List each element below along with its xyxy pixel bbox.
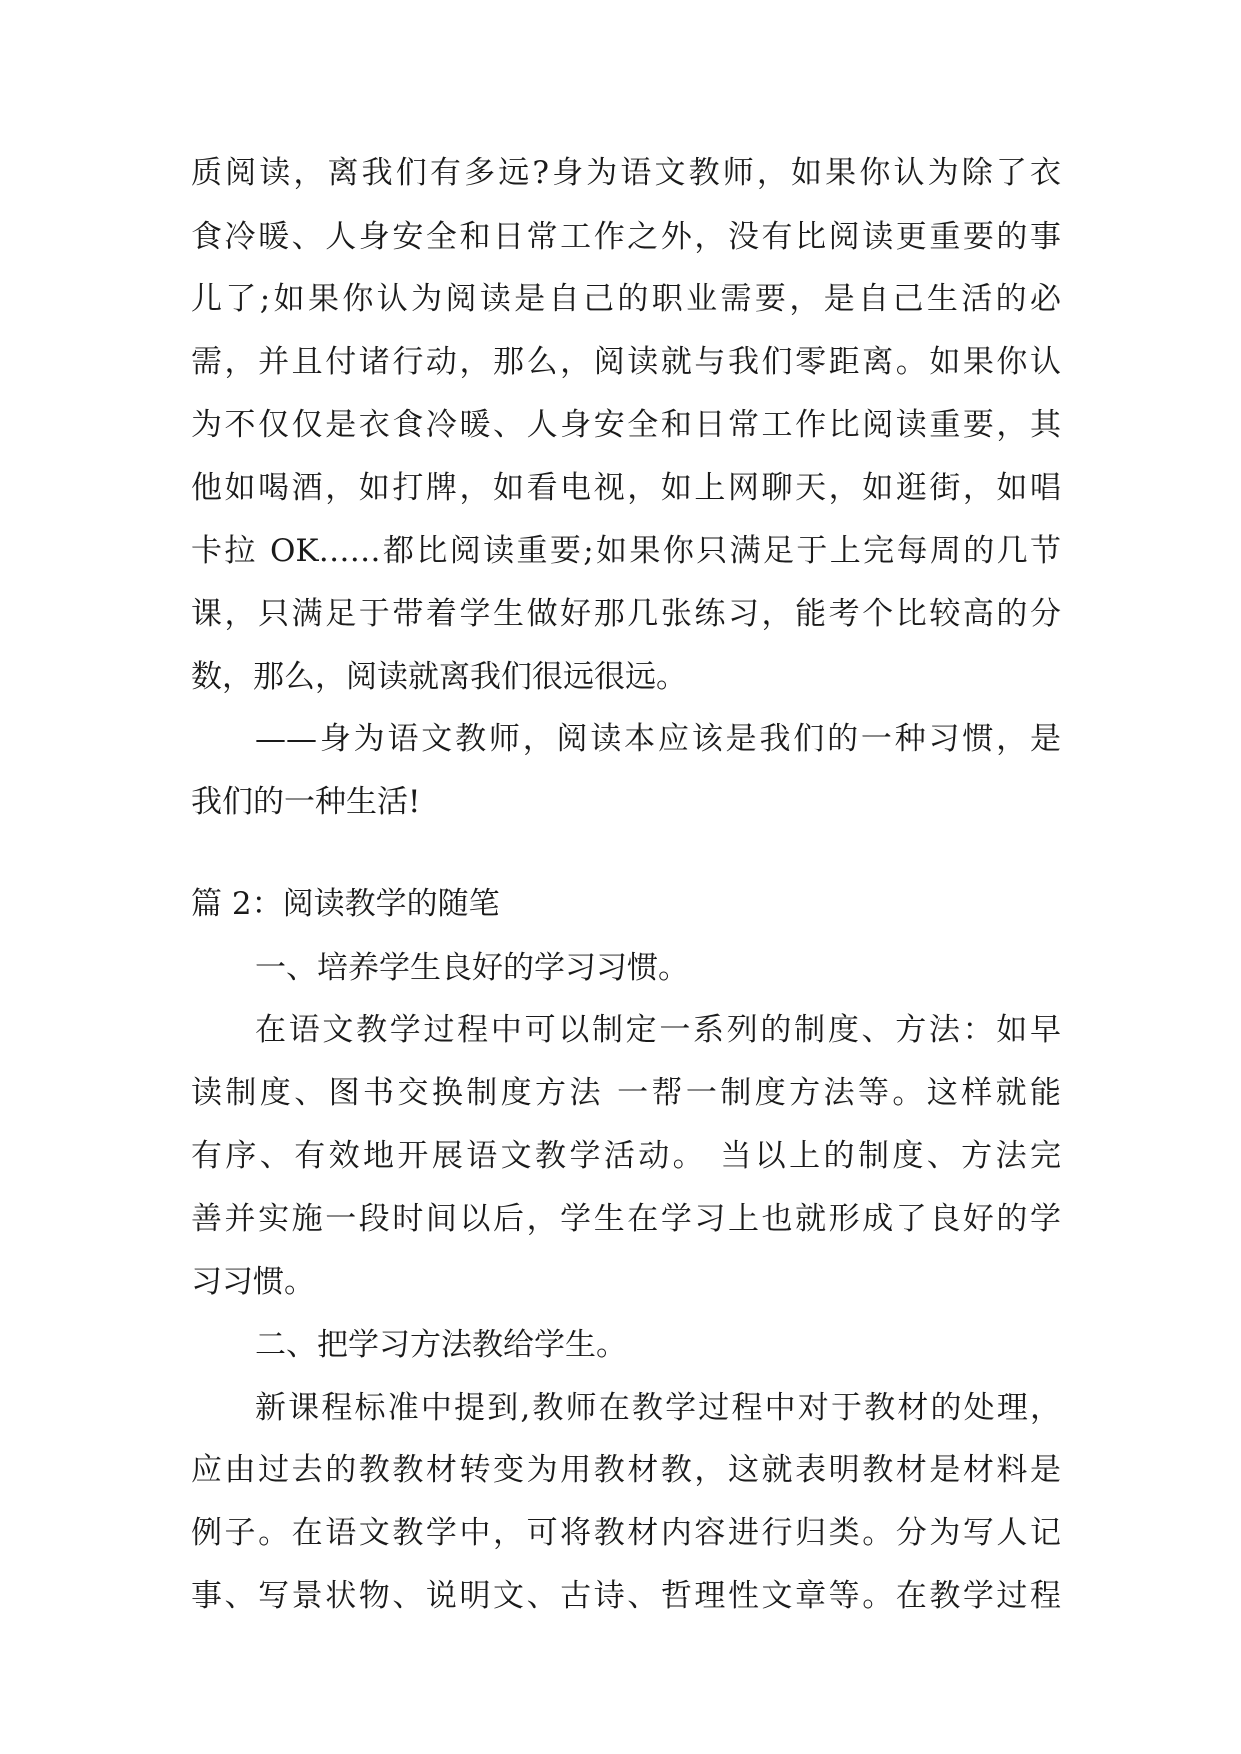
text-line: 需，并且付诸行动，那么，阅读就与我们零距离。如果你认: [191, 344, 1061, 380]
text-line: 读制度、图书交换制度方法 一帮一制度方法等。这样就能: [191, 1075, 1061, 1111]
text-line: 有序、有效地开展语文教学活动。 当以上的制度、方法完: [191, 1138, 1061, 1174]
subheading: 一、培养学生良好的学习习惯。: [255, 950, 689, 986]
text-line: 课，只满足于带着学生做好那几张练习，能考个比较高的分: [191, 596, 1061, 632]
text-line: 质阅读，离我们有多远?身为语文教师，如果你认为除了衣: [191, 155, 1061, 191]
text-line: ——身为语文教师，阅读本应该是我们的一种习惯，是: [255, 721, 1061, 757]
section-heading: 篇 2：阅读教学的随笔: [191, 886, 500, 922]
subheading: 二、把学习方法教给学生。: [255, 1327, 627, 1363]
text-line: 例子。在语文教学中，可将教材内容进行归类。分为写人记: [191, 1515, 1061, 1551]
text-line: 新课程标准中提到,教师在教学过程中对于教材的处理，: [255, 1390, 1061, 1426]
text-line: 儿了;如果你认为阅读是自己的职业需要，是自己生活的必: [191, 281, 1061, 317]
text-line: 数，那么，阅读就离我们很远很远。: [191, 659, 687, 695]
text-line: 为不仅仅是衣食冷暖、人身安全和日常工作比阅读重要，其: [191, 407, 1061, 443]
text-line: 善并实施一段时间以后，学生在学习上也就形成了良好的学: [191, 1201, 1061, 1237]
text-line: 食冷暖、人身安全和日常工作之外，没有比阅读更重要的事: [191, 219, 1061, 255]
text-line: 在语文教学过程中可以制定一系列的制度、方法：如早: [255, 1012, 1061, 1048]
text-line: 他如喝酒，如打牌，如看电视，如上网聊天，如逛街，如唱: [191, 470, 1061, 506]
text-line: 应由过去的教教材转变为用教材教，这就表明教材是材料是: [191, 1452, 1061, 1488]
text-line: 卡拉 OK……都比阅读重要;如果你只满足于上完每周的几节: [191, 533, 1061, 569]
text-line: 事、写景状物、说明文、古诗、哲理性文章等。在教学过程: [191, 1578, 1061, 1614]
text-line: 我们的一种生活!: [191, 784, 421, 820]
text-line: 习习惯。: [191, 1264, 315, 1300]
